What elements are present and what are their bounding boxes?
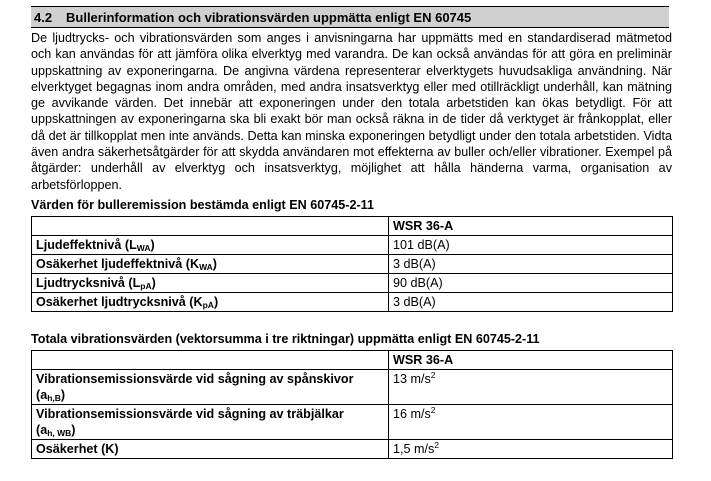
noise-label: Ljudeffektnivå $(L_{WA})$	[32, 236, 389, 255]
section-title: Bullerinformation och vibrationsvärden uppmätta enligt EN 60745	[66, 9, 472, 25]
table-row	[32, 351, 673, 370]
section-header	[31, 6, 669, 28]
vibration-table	[31, 350, 673, 459]
noise-value: 90 dB(A)	[389, 274, 673, 293]
table-row	[32, 274, 673, 293]
vibration-label: Osäkerhet (K)	[32, 440, 389, 459]
noise-label: Ljudtrycksnivå $(L_{pA})$	[32, 274, 389, 293]
table-row	[32, 217, 673, 236]
vibration-label: Vibrationsemissionsvärde vid sågning av träbjälkar $(a_{h, WB})$	[32, 405, 389, 440]
section-number: 4.2	[34, 9, 53, 25]
noise-table-heading: Värden för bulleremission bestämda enligt EN 60745-2-11	[31, 198, 374, 212]
table-row	[32, 370, 673, 405]
noise-value: 101 dB(A)	[389, 236, 673, 255]
table-row	[32, 236, 673, 255]
noise-label: Osäkerhet ljudtrycksnivå $(K_{pA})$	[32, 293, 389, 312]
noise-value: 3 dB(A)	[389, 255, 673, 274]
table-row	[32, 293, 673, 312]
table-row	[32, 405, 673, 440]
noise-column-header: WSR 36-A	[389, 217, 673, 236]
vibration-column-header: WSR 36-A	[389, 351, 673, 370]
vibration-value: 16 $m/s^2$	[389, 405, 673, 440]
vibration-label: Vibrationsemissionsvärde vid sågning av spånskivor $(a_{h,B})$	[32, 370, 389, 405]
info-paragraph: De ljudtrycks- och vibrationsvärden som anges i anvisningarna har uppmätts med en standardiserad mätmetod och kan användas för att jämföra olika elverktyg med varandra. De kan också användas för att göra en preliminär uppskattning av exponeringarna. De angivna värdena representerar elverktygets huvudsakliga användning. När elverktyget begagnas inom andra områden, med andra insatsverktyg eller med otillräckligt underhåll, kan mätning ge avvikande värden. Det innebär att exponeringen under den totala arbetstiden kan ökas betydligt. För att uppskattningen av exponeringarna ska bli exakt bör man också räkna in de tider då verktyget är frånkopplat, eller då det är tillkopplat men inte används. Detta kan minska exponeringen betydligt under den totala arbetstiden. Vidta även andra säkerhetsåtgärder för att skydda användaren mot effekterna av buller och/eller vibrationer. Exempel på åtgärder: underhåll av elverktyg och insatsverktyg, möjlighet att hålla händerna varma, organisation av arbetsförloppen.	[31, 31, 672, 192]
noise-table	[31, 216, 673, 312]
vibration-value: 13 $m/s^2$	[389, 370, 673, 405]
noise-label: Osäkerhet ljudeffektnivå $(K_{WA})$	[32, 255, 389, 274]
table-row	[32, 440, 673, 459]
vibration-value: 1,5 $m/s^2$	[389, 440, 673, 459]
noise-value: 3 dB(A)	[389, 293, 673, 312]
table-row	[32, 255, 673, 274]
vibration-table-heading: Totala vibrationsvärden (vektorsumma i tre riktningar) uppmätta enligt EN 60745-2-11	[31, 332, 540, 346]
